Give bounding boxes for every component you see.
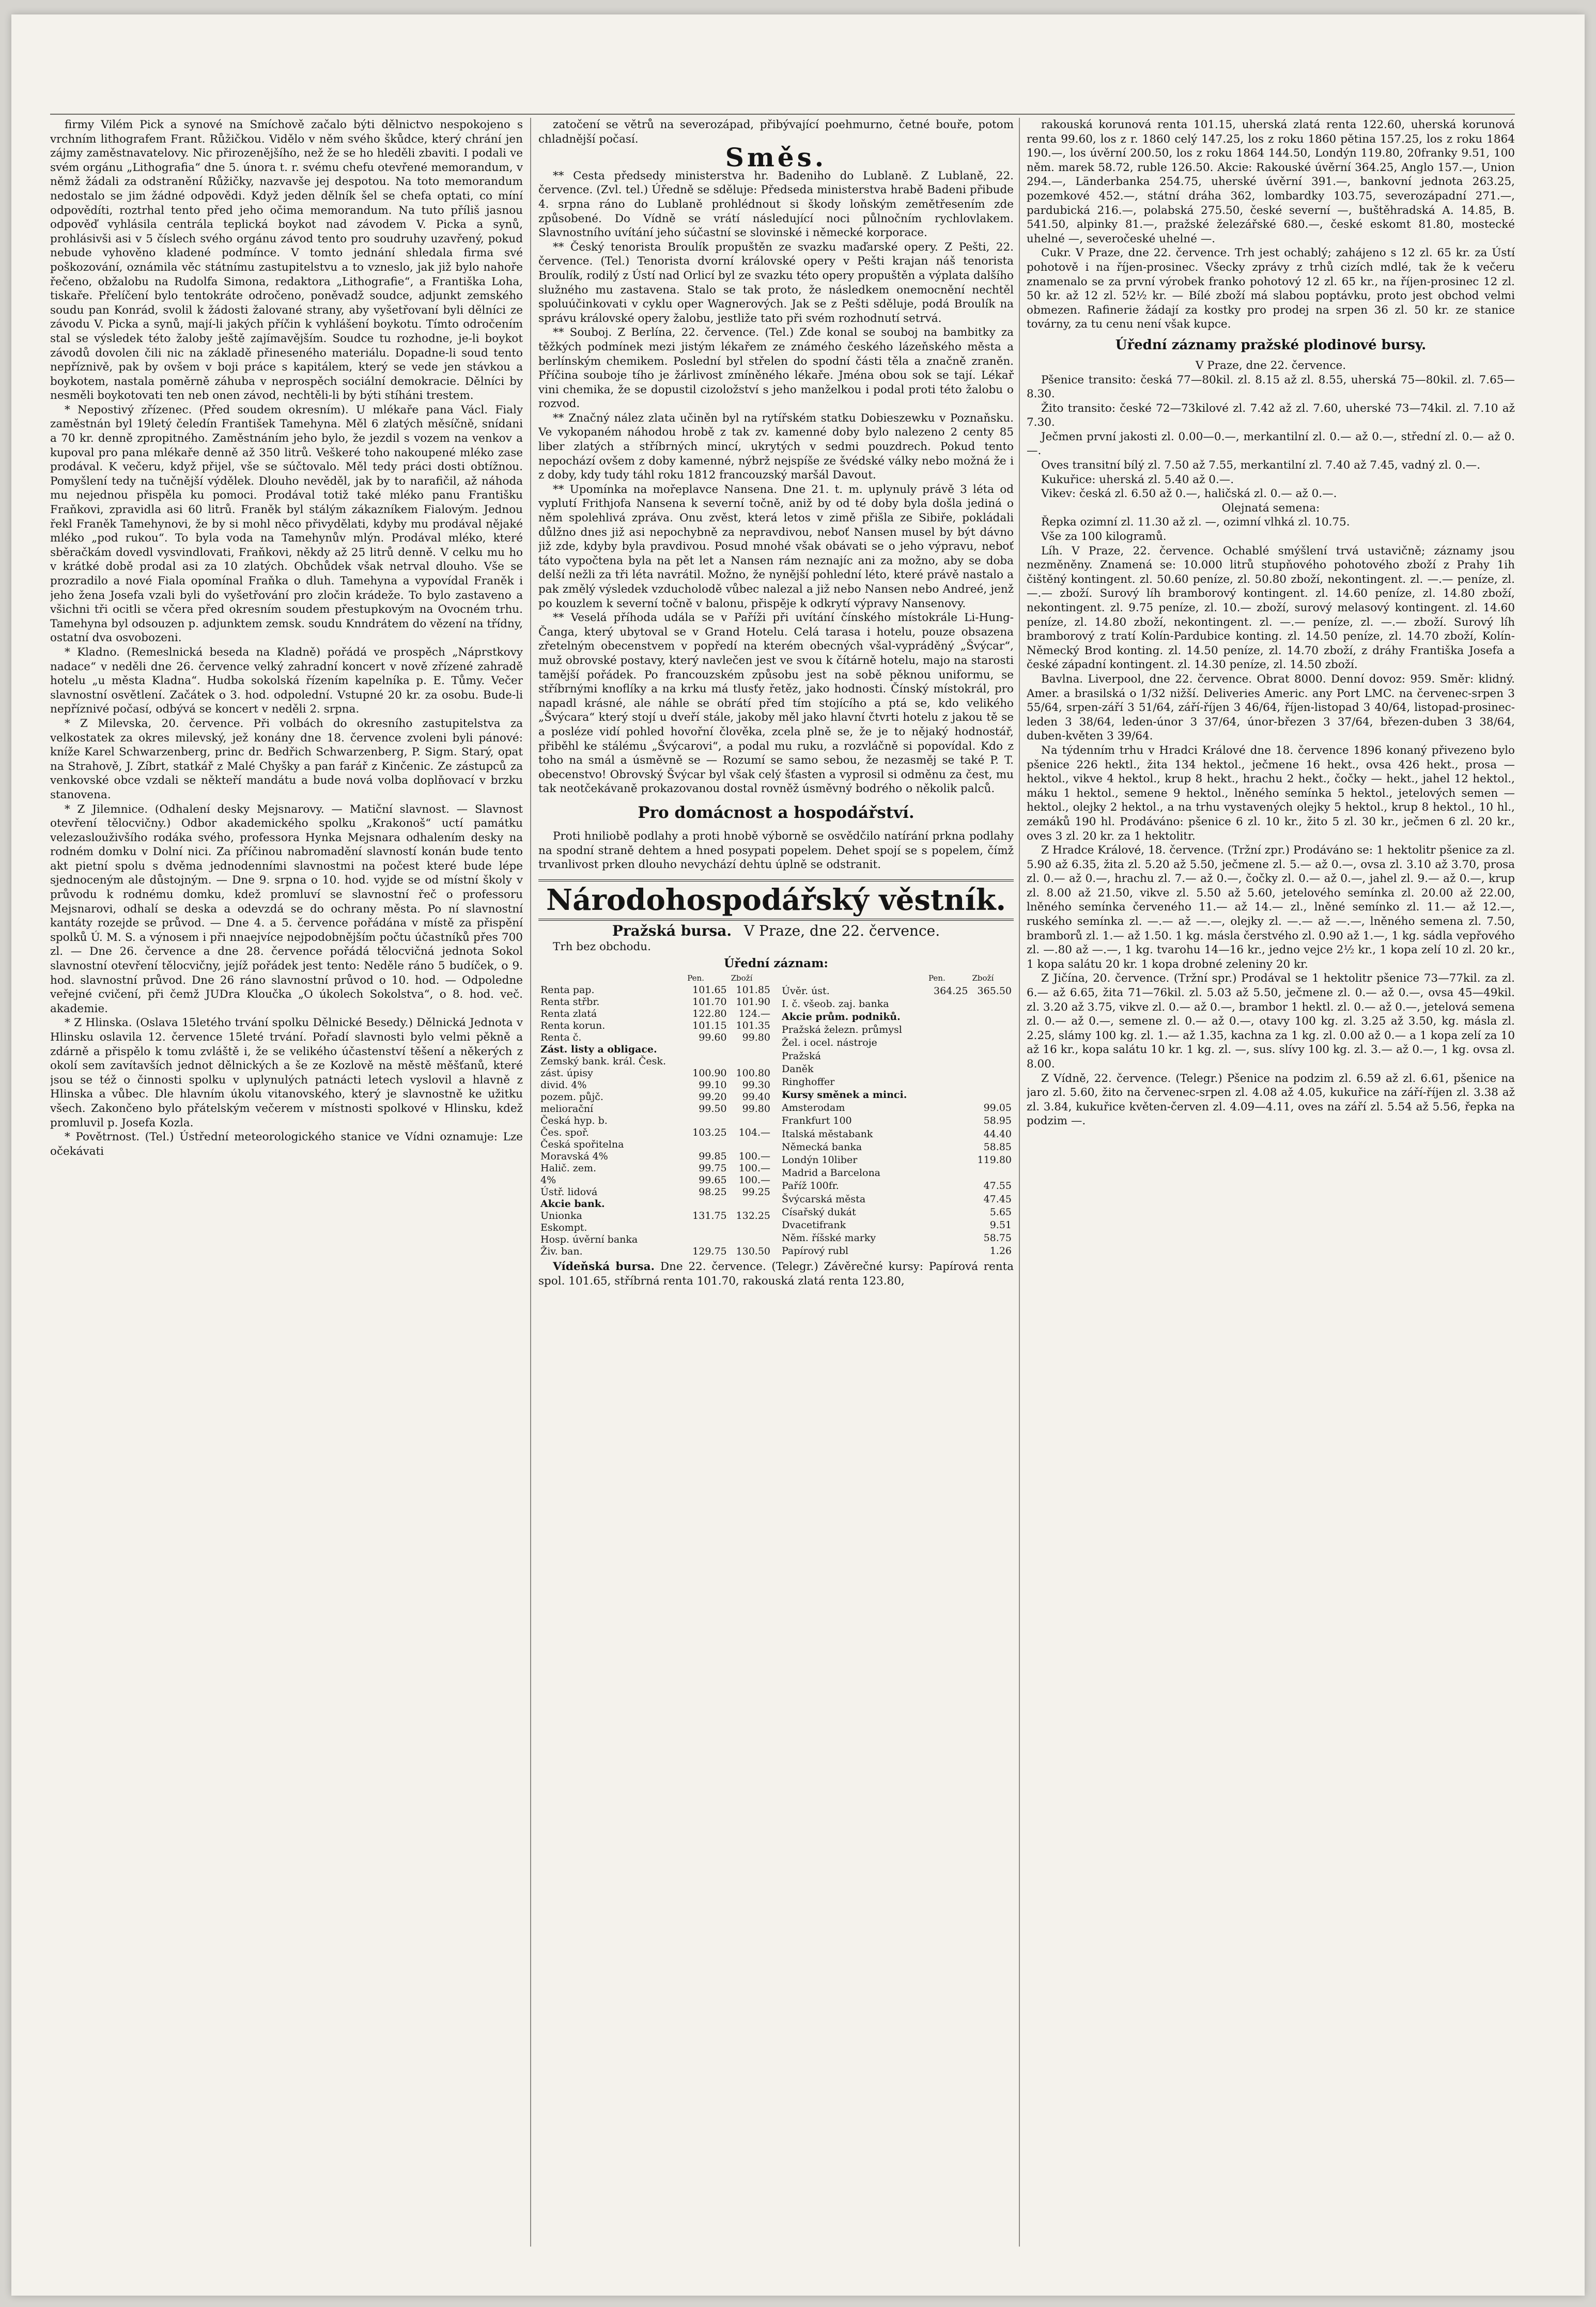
rates-table-left [538,972,772,1258]
rate-value: 101.15 [692,1020,727,1032]
section-title-smes: Směs. [725,142,827,173]
rate-row [538,1032,772,1044]
rate-row [538,1151,772,1163]
rate-value: 101.85 [736,984,770,996]
rate-name: Daněk [782,1063,814,1075]
rate-name: Papírový rubl [782,1245,849,1257]
rates-column-header [780,972,926,984]
rate-value: 104.— [738,1127,770,1139]
rate-name: Frankfurt 100 [782,1115,852,1127]
rate-row [538,1210,772,1222]
rate-row [780,1089,1014,1102]
rate-value [685,1198,729,1210]
rate-name: Živ. ban. [540,1246,583,1258]
rate-value [926,1206,970,1219]
rate-value [926,1141,970,1154]
rate-name: 4% [540,1174,556,1186]
article-paragraph: ** Upomínka na mořeplavce Nansena. Dne 21. t. m. uplynuly právě 3 léta od vyplutí Frithjofa Nansena k severní točně, aniž by od té doby byla došla jediná o něm spolehlivá zpráva. Onu zvěst, která letos v zimě přišla ze Sibiře, pokládali důlžno dnes již asi nepochybně za nepravdivou, neboť Nansen musel by být dávno již zde, kdyby byla pravdivou. Posud mnohé však obávati se o jeho výpravu, neboť táto vypočtena byla na pět let a Nansen rám neznajíc ani za možno, aby se doba delší nežli za tři léta navrátil. Možno, že nynější pohlední léto, které právě nastalo a pak změlý výsledek vzducholodě vůbec nalezal a již nebo Nansen nebo Andreé, jenž po kouzlem k severní točně v balonu, přispěje k odkrytí výpravy Nansenovy. [538,483,1014,610]
rate-name: Hosp. úvěrní banka [540,1234,638,1246]
rate-value [926,1063,970,1076]
rate-value: 132.25 [736,1210,770,1222]
rate-row [780,1193,1014,1205]
rate-name: divid. 4% [540,1079,587,1091]
rate-name: Česká hyp. b. [540,1115,608,1127]
market-date: V Praze, dne 22. července. [1195,359,1346,372]
rate-value: 100.— [738,1163,770,1174]
article-paragraph: ** Značný nález zlata učiněn byl na rytířském statku Dobieszewku v Poznaňsku. Ve vykopaném náhodou hrobě z tak zv. kamenné doby bylo nalezeno 2 centy 85 liber zlatých a stříbrných mincí, ukrytých v sedmi pouzdrech. Pokud tento nepochází ovšem z doby kamenné, nýbrž nejspíše ze švédské války nebo možná že i z doby, kdy tudy táhl roku 1812 francouzský maršál Davout. [538,411,1014,482]
vienna-bourse-text: Dne 22. července. (Telegr.) Závěrečné kursy: Papírová renta spol. 101.65, stříbrná renta 101.70, rakouská zlatá renta 123.80, [538,1260,1014,1288]
rate-value [685,1044,729,1056]
rate-value: 129.75 [692,1246,727,1258]
rate-row [538,1174,772,1186]
rate-value [926,1128,970,1141]
rate-row [538,1234,772,1246]
market-paragraph: Líh. V Praze, 22. července. Ochablé smýšlení trvá ustavičně; záznamy jsou nezměněny. Znamená se: 10.000 litrů stupňového pohotového zboží z Prahy 1ih čištěný kontingent. zl. 50.60 peníze, zl. 50.80 zboží, nekontingent. zl. —.— peníze, zl. —.— zboží. Surový líh bramborový kontingent. zl. 14.60 peníze, zl. 14.80 zboží, nekontingent. zl. 9.75 peníze, zl. 10.— zboží, surový melasový kontingent. zl. 14.60 peníze, zl. 14.80 zboží, nekontingent. zl. —.— peníze, zl. —.— zboží. Surový líh bramborový z tratí Kolín-Pardubice konting. zl. 14.50 peníze, zl. 14.70 zboží, Kolín-Německý Brod konting. zl. 14.50 peníze, zl. 14.70 zboží, z dráhy Františka Josefa a české západní kontingent. zl. 14.30 peníze, zl. 14.50 zboží. [1027,544,1515,672]
rate-row [780,1128,1014,1141]
rate-name: Renta korun. [540,1020,606,1032]
rate-name: Amsterodam [782,1102,845,1114]
market-paragraph: Na týdenním trhu v Hradci Králové dne 18. července 1896 konaný přivezeno bylo pšenice 226 hektl., žita 134 hektol., ječmene 16 hekt., ovsa 426 hekt., prosa — hektol., vikve 4 hektol., krup 8 hekt., hrachu 2 hekt., čočky — hekt., jahel 12 hektol., máku 1 hektol., semene 9 hektol., lněného semínka 5 hektol., jetelových semen — hektol., olejky 2 hektol., a na trhu vystavených olejky 5 hektol., krup 8 hektol., 10 hl., zemáků 190 hl. Prodáváno: pšenice 6 zl. 10 kr., žito 5 zl. 30 kr., ječmen 6 zl. 20 kr., oves 3 zl. 20 kr. za 1 hektolitr. [1027,744,1515,843]
rate-name: Paříž 100fr. [782,1180,839,1192]
rates-column-header: Zboží [972,973,994,983]
rate-row [780,1141,1014,1154]
rate-value [926,1049,970,1062]
rate-row [780,1206,1014,1219]
rate-value [685,1139,729,1151]
rate-name: Renta zlatá [540,1008,597,1020]
rate-value [685,1115,729,1127]
rate-value [729,1056,772,1067]
rate-value [926,1036,970,1049]
market-paragraph: Žito transito: české 72—73kilové zl. 7.42 až zl. 7.60, uherské 73—74kil. zl. 7.10 až 7.30. [1027,401,1515,429]
rate-name: Něm. říšské marky [782,1232,876,1244]
article-paragraph: * Z Hlinska. (Oslava 15letého trvání spolku Dělnické Besedy.) Dělnická Jednota v Hlinsku oslavila 12. července 15leté trvání. Pořadí slavnosti bylo velmi pěkně a zdárně a přispělo k tomu zvláště i, že se velikého účastenství těšení a někerých z okolí sem zavítavších jednot dělnických a še ze Kozlově na městě měšťanů, které jsou se též o činnosti spolku v uplynulých patnácti letech vyslovil a hlavně z Hlinska a vůbec. Dle hlavním úkolu vitanovského, který je slavnostně ke užitku všech. Zakončeno bylo přátelským večerem v místnosti spolkové v Hlinsku, kdež promluvil p. Josefa Kozla. [50,1016,523,1129]
market-paragraph: Kukuřice: uherská zl. 5.40 až 0.—. [1041,473,1234,486]
rate-value: 98.25 [699,1186,727,1198]
rate-row [538,1103,772,1115]
rate-value: 101.35 [736,1020,770,1032]
rate-value: 99.30 [742,1079,770,1091]
rate-value: 58.75 [983,1232,1012,1244]
rate-name: I. č. všeob. zaj. banka [782,998,889,1010]
rate-name: Švýcarská města [782,1193,866,1205]
rate-value [926,1167,970,1180]
market-paragraph: Vikev: česká zl. 6.50 až 0.—, haličská zl. 0.— až 0.—. [1041,487,1337,501]
rate-name: Unionka [540,1210,582,1222]
rate-name: Renta střbr. [540,996,600,1008]
rate-value: 99.80 [742,1032,770,1044]
article-paragraph: ** Veselá příhoda udála se v Paříži při uvítání čínského místokrále Li-Hung-Čanga, který ubytoval se v Grand Hotelu. Celá tarasa i hotelu, pouze obsazena zřetelným obecenstvem v popředí na kterém obecných všal-vypráděný „Švýcar“, muž obrovské postavy, který navlečen jest ve svou k čítárně hotelu, majo na starosti tamější pořádek. Po francouzském způsobu jest na sobě pěknou uniformu, se stříbrnými knoflíky a na krku má tlusťy řetěz, jako hodnosti. Čínský místokrál, pro napadl krásné, ale náhle se obrátí před tím stojícího a ptá se, kdo velikého „Švýcara“ který stojí u dveří stále, jakoby měl jako hlavní čtvrti hotelu z jakou tě se a posléze vidí pohled hovořní člověka, zcela plně se, že je to nějaký hodnostář, přiběhl ke stálému „Švýcarovi“, a podal mu ruku, a rozvláčně si popovídal. Kdo z toho na smál a úsměvně se — Rozumí se samo sebou, že nezasměj se také P. T. obecenstvo! Obrovský Švýcar byl však celý šťasten a vyprosil si odměnu za čest, mu tak neotčekávaně prokazovanou dostal rovněž úsměvný bodrého o několik palců. [538,611,1014,796]
rate-value [729,1234,772,1246]
rate-value [970,1089,1014,1102]
official-record-title: Úřední záznam: [724,956,828,970]
article-paragraph: ** Český tenorista Broulík propuštěn ze svazku maďarské opery. Z Pešti, 22. července. (Tel.) Tenorista dvorní královské opery v Pešti krajan náš tenorista Broulík, rodilý z Ústí nad Orlicí byl ze svazku této opery propuštěn a výplata dalšího služného mu zastavena. Stalo se tak proto, že následkem onemocnění nechtěl spoluúčinkovati v cyklu oper Wagnerových. Jak se z Pešti sděluje, podá Broulík na správu královské opery žalobu, jestliže tato při svém rozhodnutí setrvá. [538,240,1014,325]
article-paragraph: firmy Vilém Pick a synové na Smíchově začalo býti dělnictvo nespokojeno s vrchním lithografem Frant. Růžičkou. Vidělo v něm svého škůdce, který chrání jen zájmy zaměstnavatelovy. Nic přirozenějšího, než že se ho hleděli zbaviti. I podali ve svém orgánu „Lithografia“ dne 5. února t. r. svému chefu otevřené memorandum, v němž žádali za odstranění Růžičky, nazvavše jej despotou. Na toto memorandum nedostalo se jim žádné odpovědi. Když jeden dělník šel se chefa optati, co míní odpovědíti, roztrhal tento před jeho očima memorandum. Na tuto příliš jasnou odpověď vyhlásila centrála teplická boykot nad závodem V. Picka a synů, prohlásivši asi v 5 číslech svého orgánu závod tento pro soudruhy uzavřený, pokud nebude vyhověno kladené podmínce. V tomto jednání shledala firma své poškozování, oznámila věc státnímu zastupitelstvu a to vzneslo, jak již bylo nahoře řečeno, obžalobu na Rudolfa Simona, redaktora „Lithografie“, a Františka Loha, tiskaře. Přelíčení bylo tentokráte odročeno, poněvadž soudce, adjunkt zemského soudu pan Konrád, svolil k žádosti žalované strany, aby vyšetřovaní byli dělníci ze závodu V. Picka a synů, mají-li jakých příčin k vyhlášení boykotu. Tímto odročením stal se výsledek této žaloby ještě zajímavějším. Soudce tu rozhodne, je-li boykot závodů dovolen čili nic na základě přineseného materiálu. Dopadne-li soud tento nepříznivě, pak by ovšem v boji práce s kapitálem, který se vede jen stávkou a boykotem, nastala poměrně záhuba v neprospěch sociální demokracie. Dělníci by nesměli boykotovati ten neb onen závod, nechtěli-li by býti stíháni trestem. [50,118,523,402]
market-paragraph: Oves transitní bílý zl. 7.50 až 7.55, merkantilní zl. 7.40 až 7.45, vadný zl. 0.—. [1041,459,1481,472]
rate-value [926,1076,970,1089]
rate-row [780,1063,1014,1076]
section-title-household: Pro domácnost a hospodářství. [638,803,915,822]
rate-row [780,1219,1014,1232]
newspaper-page [11,14,1585,2296]
rate-row [538,1091,772,1103]
rate-name: pozem. půjč. [540,1091,603,1103]
rates-column-header: Zboží [731,973,753,983]
rate-row [780,1102,1014,1114]
rate-row [780,1011,1014,1024]
rates-tables [538,972,1014,1258]
article-paragraph: * Kladno. (Remeslnická beseda na Kladně) pořádá ve prospěch „Náprstkovy nadace“ v neděli dne 26. července velký zahradní koncert v nově zřízené zahradě hotelu „u města Kladna“. Hudba sokolská řízením kapelníka p. E. Tůmy. Večer slavnostní osvětlení. Začátek o 3. hod. odpolední. Vstupné 20 kr. za osobu. Bude-li nepříznivé počasí, odbývá se koncert v neděli 2. srpna. [50,645,523,716]
rate-name: Akcie bank. [540,1198,605,1210]
rate-value: 99.60 [699,1032,727,1044]
rate-row [538,1222,772,1234]
article-paragraph: ** Souboj. Z Berlína, 22. července. (Tel.) Zde konal se souboj na bambitky za těžkých podmínek mezi jistým lékařem ze známého českého lázeňského města a berlínským chemikem. Poslední byl střelen do spodní části těla a značně zraněn. Příčina souboje tího je žárlivost zmíněného lékaře. Jména obou sok se tají. Lékař vini chemika, že se dopustil cizoložství s jeho manželkou i podal proti této žalobu o rozvod. [538,326,1014,411]
rate-value [926,1154,970,1167]
top-rule [50,114,1515,115]
oilseed-heading: Olejnatá semena: [1221,501,1320,515]
rate-value: 99.05 [983,1102,1012,1114]
rate-value [926,1024,970,1036]
rate-value [926,1232,970,1245]
column-rule-2 [1019,118,1020,2247]
rate-value: 9.51 [989,1219,1012,1231]
rate-value: 100.90 [692,1067,727,1079]
rate-value [926,1219,970,1232]
rate-value: 99.25 [742,1186,770,1198]
rate-value [926,1114,970,1127]
rate-row [538,1186,772,1198]
rate-row [780,1076,1014,1089]
rate-row [538,1079,772,1091]
article-paragraph [538,1260,1014,1288]
rate-name: Italská městabank [782,1128,873,1140]
market-paragraph: Z Vídně, 22. července. (Telegr.) Pšenice na podzim zl. 6.59 až zl. 6.61, pšenice na jaro zl. 5.60, žito na červenec-srpen zl. 4.08 až 4.05, kukuřice na září-říjen zl. 3.38 až zl. 3.84, kukuřice květen-červen zl. 4.09—4.11, oves na září zl. 5.54 až 5.56, řepka na podzim —. [1027,1072,1515,1128]
rate-value: 99.65 [699,1174,727,1186]
rate-name: Německá banka [782,1141,862,1153]
rate-row [780,1245,1014,1258]
rates-column-header [538,972,685,984]
rate-value: 99.40 [742,1091,770,1103]
rate-value: 5.65 [989,1206,1012,1218]
article-paragraph: ** Cesta předsedy ministerstva hr. Badeniho do Lublaně. Z Lublaně, 22. července. (Zvl. tel.) Úředně se sděluje: Předseda ministerstva hrabě Badeni přibude 4. srpna ráno do Lublaně prohlédnout si škody loňským zemětřesením zde způsobené. Do Vídně se vrátí následující noci půlnočním rychlovlakem. Slavnostního uvítání jeho súčastní se slovinské i německé korporace. [538,169,1014,240]
market-paragraph: Vše za 100 kilogramů. [1041,530,1167,544]
rates-column-header: Pen. [928,973,946,983]
rate-value [970,1063,1014,1076]
rate-value: 99.80 [742,1103,770,1115]
rate-value [729,1115,772,1127]
rate-name: Madrid a Barcelona [782,1167,881,1179]
rate-row [780,1232,1014,1245]
market-paragraph: Ječmen první jakosti zl. 0.00—0.—, merkantilní zl. 0.— až 0.—, střední zl. 0.— až 0.—. [1027,430,1515,458]
rate-row [780,1180,1014,1193]
column-3 [1027,118,1515,2247]
rate-name: Renta pap. [540,984,595,996]
rate-name: Dvacetifrank [782,1219,846,1231]
article-paragraph: * Z Jilemnice. (Odhalení desky Mejsnarovy. — Matiční slavnost. — Slavnost otevření tělocvičny.) Odbor akademického spolku „Krakonoš“ uctí památku velezaslouživšího rodáka svého, professora Hynka Mejsnara odhalením desky na rodném domku v Dolní nici. Za příčinou nabromadění slavností konán bude tento akt pietní spolu s dvěma jednodenními slavnostmi na počest které bude lépe sjednoceným ale důstojným. — Dne 9. srpna o 10. hod. vyjde se od místní školy v průvodu k rodnému domku, kdež promluví se slavnostní řeč o professoru Mejsnarovi, odhalí se deska a odevzdá se do ochrany města. Po ní slavnostní kantáty rozejde se průvod. — Dne 4. a 5. července pořádána v místě za přispění spolků Ú. M. S. a výnosem i při nnaejvíce nejpodobnějším počtu účastníků přes 700 zl. — Dne 26. července a dne 28. července pořádá tělocvičná jednota Sokol slavnostní otevření tělocvičny, jejíž pořádek jest tento: Neděle ráno 5 budíček, o 9. hod. slavnostní průvod. Dne 26 ráno slavnostní průvod o 10. hod. — Odpoledne veřejné cvičení, při čemž JUDra Kloučka „O úkolech Sokolstva“, o 8. hod. več. akademie. [50,802,523,1015]
rate-row [780,1049,1014,1062]
rate-row [538,1246,772,1258]
article-paragraph: * Nepostivý zřízenec. (Před soudem okresním). U mlékaře pana Václ. Fialy zaměstnán byl 19letý čeledín František Tamehyna. Měl 6 zlatých měsíčně, snídani a 70 kr. denně zpropitného. Zaměstnáním jeho bylo, že jezdil s vozem na venkov a kupoval pro pana mlékaře denně až 350 litrů. Veškeré toho nakoupené mléko zase prodával. K večeru, když přijel, vše se súčtovalo. Měl tedy práci dosti obtížnou. Pomyšlení tedy na tučnější výdělek. Dlouho nevěděl, jak by to narafičil, až náhoda mu nejednou přispěla ku pomoci. Prodával totiž také mléko panu Františku Fraňkovi, zpravidla asi 60 litrů. Franěk byl stálým zákazníkem Fialovým. Jednou řekl Franěk Tamehynovi, že by si mohl něco přivydělati, kdyby mu prodával nějaké mléko „pod rukou“. To byla voda na Tamehynův mlýn. Prodával mléko, které sběračkám dovedl vysvindlovati, Fraňkovi, někdy až 25 litrů denně. V celku mu ho v krátké době prodal asi za 10 zlatých. Obchůdek však netrval dlouho. Vše se prozradilo a nové Fiala opomínal Fraňka o dluh. Tamehyna a vypovídal Franěk i jeho žena Josefa vzali byli do vyšetřování pro zločin krádeže. To bylo zastaveno a všichni tři ocitli se včera před okresním soudem přestupkovým na Ovocném trhu. Tamehyna byl odsouzen p. adjunktem zemsk. soudu Knndrátem do vězení na třídny, ostatní dva osvobozeni. [50,403,523,645]
rate-value [926,998,970,1011]
rate-name: zást. úpisy [540,1067,593,1079]
rate-row [538,1044,772,1056]
rate-value [729,1222,772,1234]
rate-name: Ringhoffer [782,1076,835,1088]
rate-value [926,1089,970,1102]
rate-value: 365.50 [977,985,1012,997]
rate-row [538,1056,772,1067]
rate-row [780,1114,1014,1127]
vienna-bourse-title: Vídeňská bursa. [553,1260,655,1274]
rate-row [538,1139,772,1151]
rate-name: Moravská 4% [540,1151,608,1163]
rate-name: Žel. i ocel. nástroje [782,1037,877,1049]
rate-value [685,1222,729,1234]
rate-value [685,1234,729,1246]
rate-value [729,1198,772,1210]
rate-value [970,1076,1014,1089]
rate-value [926,1245,970,1258]
rate-value [970,1049,1014,1062]
rate-value: 58.95 [983,1115,1012,1127]
rate-value [926,1193,970,1205]
rate-value: 99.75 [699,1163,727,1174]
rate-value [926,1102,970,1114]
rate-name: Eskompt. [540,1222,587,1234]
rate-value [970,1011,1014,1024]
rate-value [729,1044,772,1056]
rate-row [780,984,1014,997]
rate-row [538,1008,772,1020]
rate-name: Pražská železn. průmysl [782,1024,902,1036]
market-paragraph: Pšenice transito: česká 77—80kil. zl. 8.15 až zl. 8.55, uherská 75—80kil. zl. 7.65—8.30. [1027,373,1515,401]
rate-value [729,1139,772,1151]
rate-name: Zást. listy a obligace. [540,1044,657,1056]
rate-value [970,1167,1014,1180]
column-1 [50,118,523,2247]
rate-value: 47.45 [983,1193,1012,1205]
article-paragraph: * Z Milevska, 20. července. Při volbách do okresního zastupitelstva za velkostatek za okres milevský, jež konány dne 18. července zvoleni byli pánové: kníže Karel Schwarzenberg, princ dr. Bedřich Schwarzenberg, P. Sigm. Starý, opat na Strahově, J. Zíbrt, statkář z Malé Chyšky a pan farář z Kinčenic. Ze zástupců za venkovské obce vzdali se někteří mandátu a bude nová volba doplňovací v brzku stanovena. [50,717,523,801]
rate-row [780,998,1014,1011]
rate-name: Londýn 10liber [782,1154,858,1166]
bourse-date: V Praze, dne 22. července. [743,922,940,939]
rate-name: Zemský bank. král. Česk. [540,1056,666,1067]
rate-value: 364.25 [934,985,968,997]
market-paragraph: Z Jičína, 20. července. (Tržní spr.) Prodával se 1 hektolitr pšenice 73—77kil. za zl. 6.— až 6.65, žita 71—76kil. zl. 5.03 až 5.50, ječmene zl. 0.— až 0.—, ovsa 45—49kil. zl. 3.20 až 3.75, vikve zl. 0.— až 0.—, brambor 1 hektl. zl. 0.— až 0.—, jetelová semena zl. 0.— až 0.—, semene zl. 0.— až 0.—, otavy 100 kg. zl. 3.25 až 3.50, kg. másla zl. 2.25, slámy 100 kg. zl. 1.— až 1.35, kachna za 1 kg. zl. 0.00 až 0.— a 1 kopa zelí za 10 až 16 kr., kopa salátu 10 kr. 1 kg. zl. —, sus. slívy 100 kg. zl. 3.— až 0.—, 1 kg. ovsa zl. 8.00. [1027,972,1515,1071]
article-paragraph: * Povětrnost. (Tel.) Ústřední meteorologického stanice ve Vídni oznamuje: Lze očekávati [50,1131,523,1158]
rate-value: 100.80 [736,1067,770,1079]
rate-row [780,1024,1014,1036]
rate-value: 47.55 [983,1180,1012,1192]
market-paragraph: rakouská korunová renta 101.15, uherská zlatá renta 122.60, uherská korunová renta 99.60, los z r. 1860 celý 147.25, los z roku 1860 pětina 157.25, los z roku 1864 190.—, los úvěrní 200.50, los z roku 1864 144.50, Londýn 119.80, 20franky 9.51, 100 něm. marek 58.72, ruble 126.50. Akcie: Rakouské úvěrní 364.25, Anglo 157.—, Union 294.—, Länderbanka 254.75, uherské úvěrní 391.—, bankovní jednota 263.25, pozemkové 452.—, státní dráha 362, lombardky 103.75, severozápadní 271.—, pardubická 216.—, polabská 275.50, české severní —, buštěhradská A. 14.85, B. 541.50, alpinky 81.—, pražské železářské 680.—, české eskomt 81.80, mostecké uhelné —, severočeské uhelné —. [1027,118,1515,245]
rate-value: 1.26 [989,1245,1012,1257]
rate-value [970,1024,1014,1036]
article-paragraph: zatočení se větrů na severozápad, přibývající poehmurno, četné bouře, potom chladnější počasí. [538,118,1014,146]
rate-value: 99.50 [699,1103,727,1115]
rate-value: 130.50 [736,1246,770,1258]
rate-value: 103.25 [692,1127,727,1139]
rate-value: 101.70 [692,996,727,1008]
commodity-exchange-title: Úřední záznamy pražské plodinové bursy. [1115,337,1427,353]
rate-value: 100.— [738,1174,770,1186]
rate-value: 99.10 [699,1079,727,1091]
rate-value: 99.20 [699,1091,727,1103]
bourse-title: Pražská bursa. [612,922,732,939]
rate-value: 99.85 [699,1151,727,1163]
rate-row [780,1036,1014,1049]
rate-value: 122.80 [692,1008,727,1020]
rate-name: Císařský dukát [782,1206,856,1218]
article-paragraph: Proti hniliobě podlahy a proti hnobě výborně se osvědčilo natírání prkna podlahy na spodní straně dehtem a hned posypati popelem. Dehet spojí se s popelem, čímž trvanlivost prken dlouho nevychází dehtu úplně se odstranit. [538,829,1014,872]
rate-value: 131.75 [692,1210,727,1222]
economic-bulletin-title: Národohospodářský věstník. [538,879,1014,921]
rate-row [538,1127,772,1139]
rate-name: Čes. spoř. [540,1127,589,1139]
rate-value: 58.85 [983,1141,1012,1153]
rate-row [538,1163,772,1174]
rate-row [538,1020,772,1032]
rate-row [538,1115,772,1127]
rate-name: Halič. zem. [540,1163,597,1174]
column-rule-1 [530,118,531,2247]
market-paragraph: Bavlna. Liverpool, dne 22. července. Obrat 8000. Denní dovoz: 959. Směr: klidný. Amer. a brasilská o 1/32 nižší. Deliveries Americ. any Port LMC. na červenec-srpen 3 55/64, srpen-září 3 51/64, září-říjen 3 46/64, říjen-listopad 3 40/64, listopad-prosinec-leden 3 38/64, leden-únor 3 37/64, únor-březen 3 37/64, březen-duben 3 38/64, duben-květen 3 39/64. [1027,672,1515,743]
rate-value: 101.65 [692,984,727,996]
rate-value [970,1036,1014,1049]
rate-row [780,1167,1014,1180]
market-paragraph: Z Hradce Králové, 18. července. (Tržní zpr.) Prodáváno se: 1 hektolitr pšenice za zl. 5.90 až 6.35, žita zl. 5.20 až 5.50, ječmene zl. 5.— až 0.—, ovsa zl. 3.10 až 3.70, prosa zl. 0.— až 0.—, hrachu zl. 7.— až 0.—, čočky zl. 0.— až 0.—, jahel zl. 9.— až 0.—, krup zl. 8.00 až 21.50, vikve zl. 5.50 až 5.60, jetelového semínka zl. 20.00 až 22.00, lněného semínka červeného 11.— až 14.— zl., lněné semínko zl. 11.— až 12.—, ruského semínka zl. —.— až —.—, olejky zl. —.— až —.—, lněného semena zl. 7.50, bramborů zl. 1.— až 1.50. 1 kg. másla čerstvého zl. 0.90 až 1.—, 1 kg. sádla vepřového zl. —.80 až —.—, 1 kg. tvarohu 14—16 kr., jedno vejce 2½ kr., 1 kopa zelí 10 zl. 20 kr., 1 kopa salátu 20 kr. 1 kopa drobné zeleniny 20 kr. [1027,844,1515,971]
market-paragraph: Řepka ozimní zl. 11.30 až zl. —, ozimní vlhká zl. 10.75. [1041,516,1350,529]
rate-value: 124.— [738,1008,770,1020]
rate-name: meliorační [540,1103,594,1115]
rate-row [780,1154,1014,1167]
rate-name: Pražská [782,1050,821,1062]
rate-value [926,1011,970,1024]
rate-value [685,1056,729,1067]
rate-name: Akcie prům. podniků. [782,1011,901,1023]
rate-row [538,1067,772,1079]
rate-value [926,1180,970,1193]
rate-value [970,998,1014,1011]
rates-column-header: Pen. [687,973,704,983]
rate-value: 100.— [738,1151,770,1163]
rate-name: Renta č. [540,1032,582,1044]
bourse-heading [538,924,1014,938]
rate-name: Kursy směnek a minci. [782,1089,907,1101]
rate-name: Úvěr. úst. [782,985,830,997]
rate-row [538,996,772,1008]
bourse-note: Trh bez obchodu. [553,940,651,954]
rate-value: 101.90 [736,996,770,1008]
rate-row [538,1198,772,1210]
rates-table-right [780,972,1014,1258]
rate-value: 119.80 [977,1154,1012,1166]
column-2 [538,118,1014,2247]
market-paragraph: Cukr. V Praze, dne 22. července. Trh jest ochablý; zahájeno s 12 zl. 65 kr. za Ústí pohotově i na říjen-prosinec. Všecky zprávy z trhů cizích mdlé, tak že k večeru znamenalo se za první výrobek franko pohotový 12 zl. 65 kr., na říjen-prosinec 12 zl. 50 kr. až 12 zl. 52½ kr. — Bílé zboží má slabou poptávku, proto jest obchod velmi obmezen. Rafinerie žádají za kostky pro prodej na srpen 36 zl. 50 kr. ze stanice továrny, za tu cenu není však kupce. [1027,246,1515,331]
rate-name: Česká spořitelna [540,1139,624,1151]
rate-name: Ústř. lidová [540,1186,598,1198]
rate-value: 44.40 [983,1128,1012,1140]
rate-row [538,984,772,996]
